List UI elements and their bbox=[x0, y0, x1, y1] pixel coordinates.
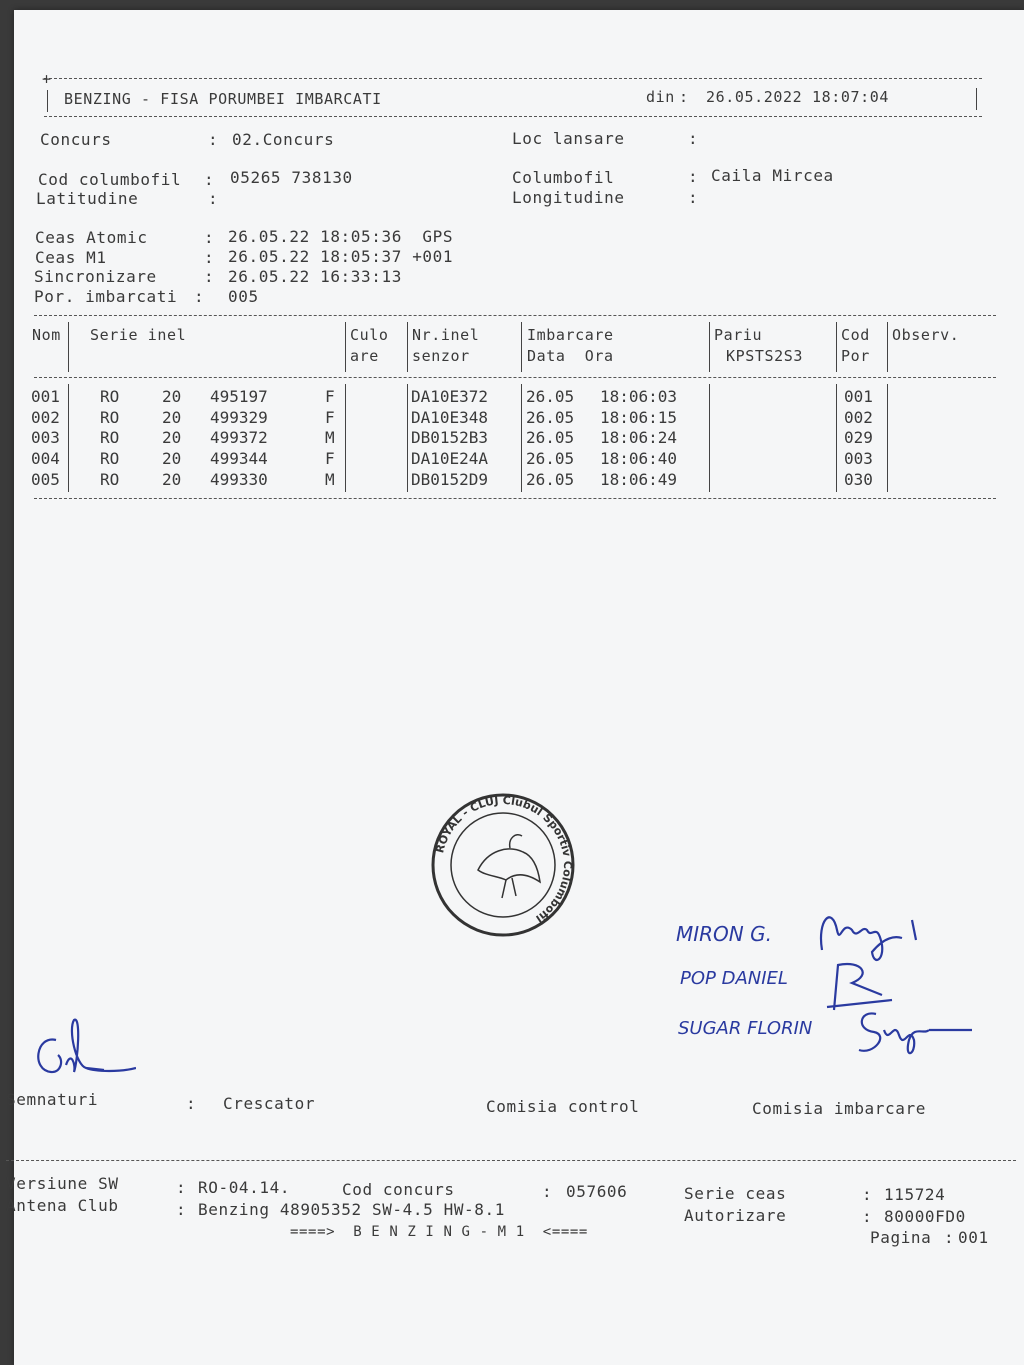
cell-sex: F bbox=[325, 449, 335, 469]
header-top-border bbox=[44, 78, 982, 79]
cell-nom: 003 bbox=[31, 428, 60, 448]
page-title: BENZING - FISA PORUMBEI IMBARCATI bbox=[64, 90, 382, 108]
th-imbarcare-2: Data Ora bbox=[527, 347, 614, 365]
cell-cod: 002 bbox=[844, 407, 873, 427]
por-imbarcati-colon: : bbox=[194, 287, 205, 306]
cell-nr: 495197 bbox=[210, 387, 268, 406]
header-bottom-border bbox=[44, 116, 982, 117]
pagina-colon: : bbox=[944, 1228, 955, 1247]
cell-ora: 18:06:24 bbox=[600, 428, 678, 448]
breeder-signature bbox=[26, 1010, 136, 1090]
th-cod-1: Cod bbox=[841, 326, 870, 344]
antena-value: Benzing 48905352 SW-4.5 HW-8.1 bbox=[198, 1200, 505, 1219]
ceas-m1-label: Ceas M1 bbox=[35, 248, 107, 267]
cell-nom: 004 bbox=[31, 449, 60, 469]
versiune-value: RO-04.14. bbox=[198, 1178, 291, 1197]
cell-data: 26.05 bbox=[526, 449, 575, 469]
benzing-banner: ====> B E N Z I N G - M 1 <==== bbox=[290, 1224, 588, 1240]
col-divider bbox=[836, 384, 837, 492]
longitudine-label: Longitudine bbox=[512, 188, 625, 207]
th-pariu-1: Pariu bbox=[714, 326, 763, 344]
antena-colon: : bbox=[176, 1200, 187, 1219]
cell-nr: 499329 bbox=[210, 407, 268, 427]
cell-an: 20 bbox=[162, 407, 182, 427]
pagina-label: Pagina bbox=[870, 1228, 932, 1247]
concurs-colon: : bbox=[208, 130, 219, 149]
col-divider bbox=[521, 322, 522, 372]
th-observ: Observ. bbox=[892, 326, 960, 344]
th-nr-inel-2: senzor bbox=[412, 347, 470, 365]
loc-lansare-label: Loc lansare bbox=[512, 129, 625, 148]
cod-columbofil-value: 05265 738130 bbox=[230, 168, 353, 187]
cell-tara: RO bbox=[100, 407, 120, 427]
cell-data: 26.05 bbox=[526, 407, 575, 427]
concurs-value: 02.Concurs bbox=[232, 130, 335, 149]
th-pariu-2: KPSTS2S3 bbox=[726, 347, 804, 365]
date-value: 26.05.2022 18:07:04 bbox=[706, 88, 889, 106]
longitudine-colon: : bbox=[688, 188, 699, 207]
cell-senzor: DB0152D9 bbox=[411, 469, 489, 489]
col-divider bbox=[709, 384, 710, 492]
th-nr-inel-1: Nr.inel bbox=[412, 326, 480, 344]
cell-sex: F bbox=[325, 387, 335, 406]
cell-nr: 499344 bbox=[210, 449, 268, 469]
col-divider bbox=[521, 384, 522, 492]
th-culoare-1: Culo bbox=[350, 326, 389, 344]
cod-concurs-colon: : bbox=[542, 1182, 553, 1201]
cell-tara: RO bbox=[100, 428, 120, 448]
cell-sex: F bbox=[325, 407, 335, 427]
col-divider bbox=[68, 322, 69, 372]
cell-sex: M bbox=[325, 428, 335, 448]
crescator-label: Crescator bbox=[223, 1094, 316, 1113]
cell-sex: M bbox=[325, 469, 335, 489]
ceas-m1-colon: : bbox=[204, 248, 215, 267]
sincronizare-label: Sincronizare bbox=[34, 267, 157, 286]
col-divider bbox=[68, 384, 69, 492]
date-colon: : bbox=[679, 88, 689, 106]
col-divider bbox=[345, 384, 346, 492]
cell-an: 20 bbox=[162, 449, 182, 469]
signature-name-2: POP DANIEL bbox=[680, 968, 788, 989]
cell-ora: 18:06:03 bbox=[600, 387, 678, 406]
cell-senzor: DB0152B3 bbox=[411, 428, 489, 448]
cod-concurs-label: Cod concurs bbox=[342, 1180, 455, 1199]
footer-top-border bbox=[6, 1160, 1016, 1161]
comisia-control-label: Comisia control bbox=[486, 1097, 640, 1116]
semnaturi-colon: : bbox=[186, 1094, 197, 1113]
columbofil-label: Columbofil bbox=[512, 168, 615, 187]
versiune-label: Versiune SW bbox=[6, 1174, 119, 1193]
stamp-text: ROYAL - CLUJ Clubul Sportiv Columbofil bbox=[433, 793, 575, 926]
cell-cod: 003 bbox=[844, 449, 873, 469]
loc-lansare-colon: : bbox=[688, 129, 699, 148]
table-top-border bbox=[34, 315, 996, 316]
cell-tara: RO bbox=[100, 387, 120, 406]
col-divider bbox=[887, 384, 888, 492]
autorizare-colon: : bbox=[862, 1207, 873, 1226]
cell-nom: 005 bbox=[31, 469, 60, 489]
columbofil-value: Caila Mircea bbox=[711, 166, 834, 185]
cell-senzor: DA10E24A bbox=[411, 449, 489, 469]
cell-cod: 029 bbox=[844, 428, 873, 448]
cell-tara: RO bbox=[100, 469, 120, 489]
cell-senzor: DA10E348 bbox=[411, 407, 489, 427]
serie-ceas-label: Serie ceas bbox=[684, 1184, 787, 1203]
th-nom: Nom bbox=[32, 326, 61, 344]
latitudine-colon: : bbox=[208, 189, 219, 208]
antena-label: Antena Club bbox=[6, 1196, 119, 1215]
col-divider bbox=[887, 322, 888, 372]
sincronizare-colon: : bbox=[204, 267, 215, 286]
th-serie-inel: Serie inel bbox=[90, 326, 187, 344]
ceas-m1-value: 26.05.22 18:05:37 +001 bbox=[228, 247, 454, 266]
por-imbarcati-label: Por. imbarcati bbox=[34, 287, 178, 306]
cell-data: 26.05 bbox=[526, 469, 575, 489]
cell-nr: 499330 bbox=[210, 469, 268, 489]
autorizare-label: Autorizare bbox=[684, 1206, 787, 1225]
cell-ora: 18:06:15 bbox=[600, 407, 678, 427]
pagina-value: 001 bbox=[958, 1228, 989, 1247]
cell-cod: 001 bbox=[844, 387, 873, 406]
royal-cluj-stamp bbox=[428, 790, 578, 940]
cell-an: 20 bbox=[162, 428, 182, 448]
document-sheet bbox=[6, 10, 1024, 1365]
th-culoare-2: are bbox=[350, 347, 379, 365]
signature-scribble-3 bbox=[854, 1000, 974, 1060]
cell-nom: 002 bbox=[31, 407, 60, 427]
columbofil-colon: : bbox=[688, 167, 699, 186]
comisia-imbarcare-label: Comisia imbarcare bbox=[752, 1099, 926, 1118]
cell-an: 20 bbox=[162, 387, 182, 406]
cell-senzor: DA10E372 bbox=[411, 387, 489, 406]
semnaturi-label: Semnaturi bbox=[6, 1090, 99, 1109]
cod-columbofil-colon: : bbox=[204, 170, 215, 189]
th-cod-2: Por bbox=[841, 347, 870, 365]
table-header-separator bbox=[34, 377, 996, 378]
cell-tara: RO bbox=[100, 449, 120, 469]
serie-ceas-value: 115724 bbox=[884, 1185, 946, 1204]
signature-name-3: SUGAR FLORIN bbox=[678, 1018, 813, 1039]
cell-ora: 18:06:49 bbox=[600, 469, 678, 489]
col-divider bbox=[345, 322, 346, 372]
cell-nr: 499372 bbox=[210, 428, 268, 448]
cell-cod: 030 bbox=[844, 469, 873, 489]
versiune-colon: : bbox=[176, 1178, 187, 1197]
cell-an: 20 bbox=[162, 469, 182, 489]
cell-data: 26.05 bbox=[526, 428, 575, 448]
th-imbarcare-1: Imbarcare bbox=[527, 326, 614, 344]
cell-ora: 18:06:40 bbox=[600, 449, 678, 469]
date-label: din bbox=[646, 88, 675, 106]
serie-ceas-colon: : bbox=[862, 1185, 873, 1204]
cell-nom: 001 bbox=[31, 387, 60, 406]
col-divider bbox=[407, 384, 408, 492]
header-right-border bbox=[976, 88, 977, 110]
col-divider bbox=[836, 322, 837, 372]
signature-name-1: MIRON G. bbox=[676, 922, 772, 946]
cod-columbofil-label: Cod columbofil bbox=[38, 170, 182, 189]
ceas-atomic-label: Ceas Atomic bbox=[35, 228, 148, 247]
autorizare-value: 80000FD0 bbox=[884, 1207, 966, 1226]
header-left-border bbox=[47, 90, 48, 112]
concurs-label: Concurs bbox=[40, 130, 112, 149]
table-bottom-border bbox=[34, 498, 996, 499]
cod-concurs-value: 057606 bbox=[566, 1182, 628, 1201]
header-corner: + bbox=[42, 70, 52, 88]
col-divider bbox=[407, 322, 408, 372]
por-imbarcati-value: 005 bbox=[228, 287, 259, 306]
sincronizare-value: 26.05.22 16:33:13 bbox=[228, 267, 402, 286]
col-divider bbox=[709, 322, 710, 372]
ceas-atomic-value: 26.05.22 18:05:36 GPS bbox=[228, 227, 454, 246]
cell-data: 26.05 bbox=[526, 387, 575, 406]
latitudine-label: Latitudine bbox=[36, 189, 139, 208]
ceas-atomic-colon: : bbox=[204, 228, 215, 247]
